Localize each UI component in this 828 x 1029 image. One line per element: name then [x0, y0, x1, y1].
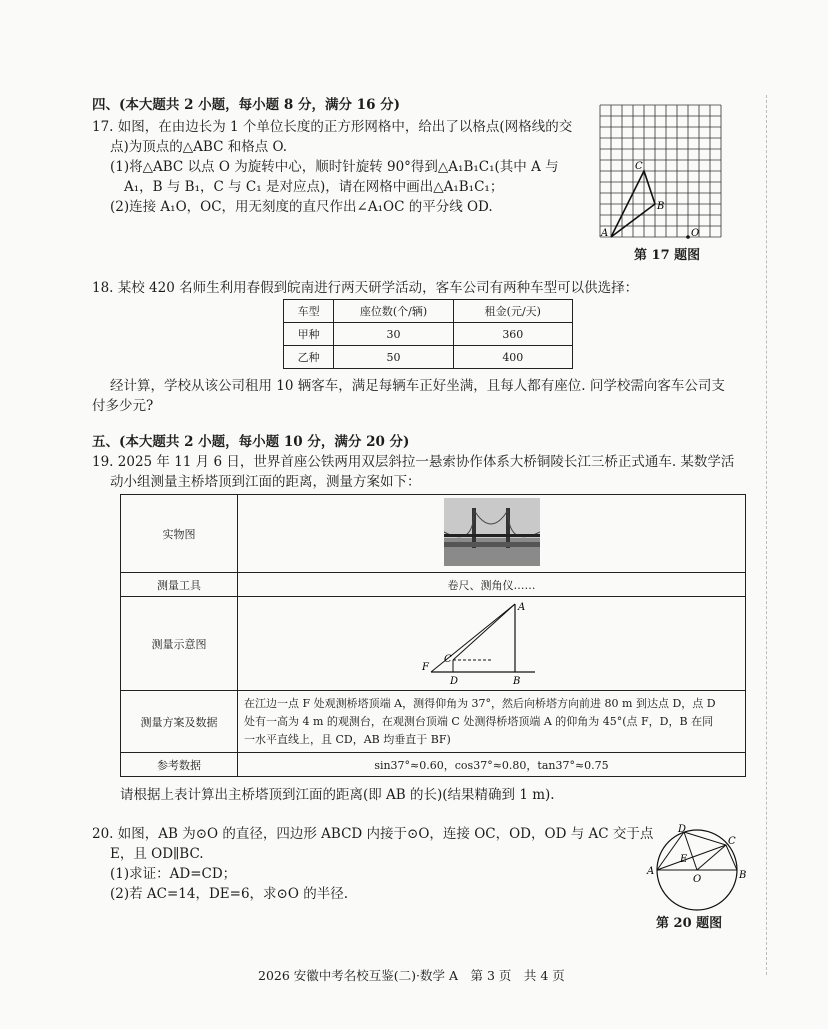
label-a: A: [601, 228, 609, 239]
q19-question: 请根据上表计算出主桥塔顶到江面的距离(即 AB 的长)(结果精确到 1 m).: [120, 787, 555, 803]
binding-margin-line: [766, 95, 767, 975]
q18-line1: 18. 某校 420 名师生利用春假到皖南进行两天研学活动，客车公司有两种车型可以供选择：: [92, 280, 639, 296]
plan-cell: [238, 691, 746, 753]
table-row: [121, 495, 746, 573]
table-row: [121, 597, 746, 691]
tools-cell: 卷尺、测角仪……: [238, 573, 746, 597]
grid-lines: [600, 105, 721, 237]
label-b: B: [657, 201, 665, 212]
header-seats: 座位数(个/辆): [334, 300, 453, 323]
label-o: O: [691, 228, 700, 239]
q20-caption: 第 20 题图: [656, 916, 723, 931]
q17-line3: (1)将△ABC 以点 O 为旋转中心，顺时针旋转 90°得到△A₁B₁C₁(其中 A 与: [110, 159, 559, 175]
section4-heading: 四、(本大题共 2 小题，每小题 8 分，满分 16 分): [92, 97, 401, 113]
cell: 400: [453, 346, 572, 369]
q20-circle-figure: [640, 822, 752, 914]
c-label-e: E: [680, 854, 688, 865]
c-label-b: B: [739, 870, 747, 881]
c-label-d: D: [678, 824, 687, 835]
c-label-c: C: [728, 836, 736, 847]
q19-line1: 19. 2025 年 11 月 6 日，世界首座公铁两用双层斜拉一悬索协作体系大桥铜陵长江三桥正式通车. 某数学活: [92, 454, 735, 470]
cell: 50: [334, 346, 453, 369]
ref-cell: sin37°≈0.60，cos37°≈0.80，tan37°≈0.75: [238, 753, 746, 777]
diag-label-a: A: [517, 602, 525, 613]
diagram-cell: [238, 597, 746, 691]
row-label-plan: 测量方案及数据: [121, 691, 238, 753]
cell: 甲种: [284, 323, 334, 346]
section5-heading: 五、(本大题共 2 小题，每小题 10 分，满分 20 分): [92, 434, 410, 450]
header-type: 车型: [284, 300, 334, 323]
bridge-photo: [444, 498, 540, 566]
page-footer: 2026 安徽中考名校互鉴(二)·数学 A 第 3 页 共 4 页: [258, 968, 565, 983]
diag-label-f: F: [421, 662, 429, 673]
table-row: [121, 691, 746, 753]
q18-table: [283, 299, 573, 369]
photo-cell: [238, 495, 746, 573]
diag-label-d: D: [449, 676, 458, 686]
q19-line2: 动小组测量主桥塔顶到江面的距离，测量方案如下：: [110, 474, 421, 490]
plan-line3: 一水平直线上，且 CD，AB 均垂直于 BF): [244, 732, 451, 746]
cell: 30: [334, 323, 453, 346]
table-row: [284, 346, 573, 369]
cell: 乙种: [284, 346, 334, 369]
q20-line1: 20. 如图，AB 为⊙O 的直径，四边形 ABCD 内接于⊙O，连接 OC，OD，OD 与 AC 交于点: [92, 826, 654, 842]
c-label-a: A: [647, 866, 655, 877]
plan-line1: 在江边一点 F 处观测桥塔顶端 A，测得仰角为 37°，然后向桥塔方向前进 80 m 到达点 D，点 D: [244, 696, 716, 710]
q20-line3: (1)求证：AD=CD；: [110, 866, 237, 882]
q20-line4: (2)若 AC=14，DE=6，求⊙O 的半径.: [110, 886, 349, 902]
table-row: [284, 323, 573, 346]
cell: 360: [453, 323, 572, 346]
q17-caption: 第 17 题图: [634, 248, 701, 263]
plan-line2: 处有一高为 4 m 的观测台，在观测台顶端 C 处测得桥塔顶端 A 的仰角为 45°(点 F，D，B 在同: [244, 714, 714, 728]
q20-line2: E，且 OD∥BC.: [110, 846, 204, 862]
row-label-ref: 参考数据: [121, 753, 238, 777]
table-row: [121, 753, 746, 777]
row-label-tools: 测量工具: [121, 573, 238, 597]
q19-table: [120, 494, 746, 777]
q17-line2: 点)为顶点的△ABC 和格点 O.: [110, 139, 288, 155]
q17-grid-figure: [598, 103, 728, 241]
table-header-row: [284, 300, 573, 323]
q18-line2: 经计算，学校从该公司租用 10 辆客车，满足每辆车正好坐满，且每人都有座位. 问学校需向客车公司支: [110, 378, 725, 394]
table-row: [121, 573, 746, 597]
row-label-diagram: 测量示意图: [121, 597, 238, 691]
c-label-o: O: [693, 874, 702, 885]
row-label-photo: 实物图: [121, 495, 238, 573]
diag-label-c: C: [443, 654, 452, 665]
label-c: C: [635, 161, 643, 172]
point-o: [686, 235, 690, 239]
measurement-diagram: [417, 598, 567, 686]
header-rent: 租金(元/天): [453, 300, 572, 323]
diag-label-b: B: [512, 676, 520, 686]
q17-line5: (2)连接 A₁O，OC，用无刻度的直尺作出∠A₁OC 的平分线 OD.: [110, 199, 493, 215]
q18-line3: 付多少元?: [92, 398, 154, 414]
q17-line1: 17. 如图，在由边长为 1 个单位长度的正方形网格中，给出了以格点(网格线的交: [92, 119, 573, 135]
q17-line4: A₁，B 与 B₁，C 与 C₁ 是对应点)，请在网格中画出△A₁B₁C₁；: [124, 179, 504, 195]
